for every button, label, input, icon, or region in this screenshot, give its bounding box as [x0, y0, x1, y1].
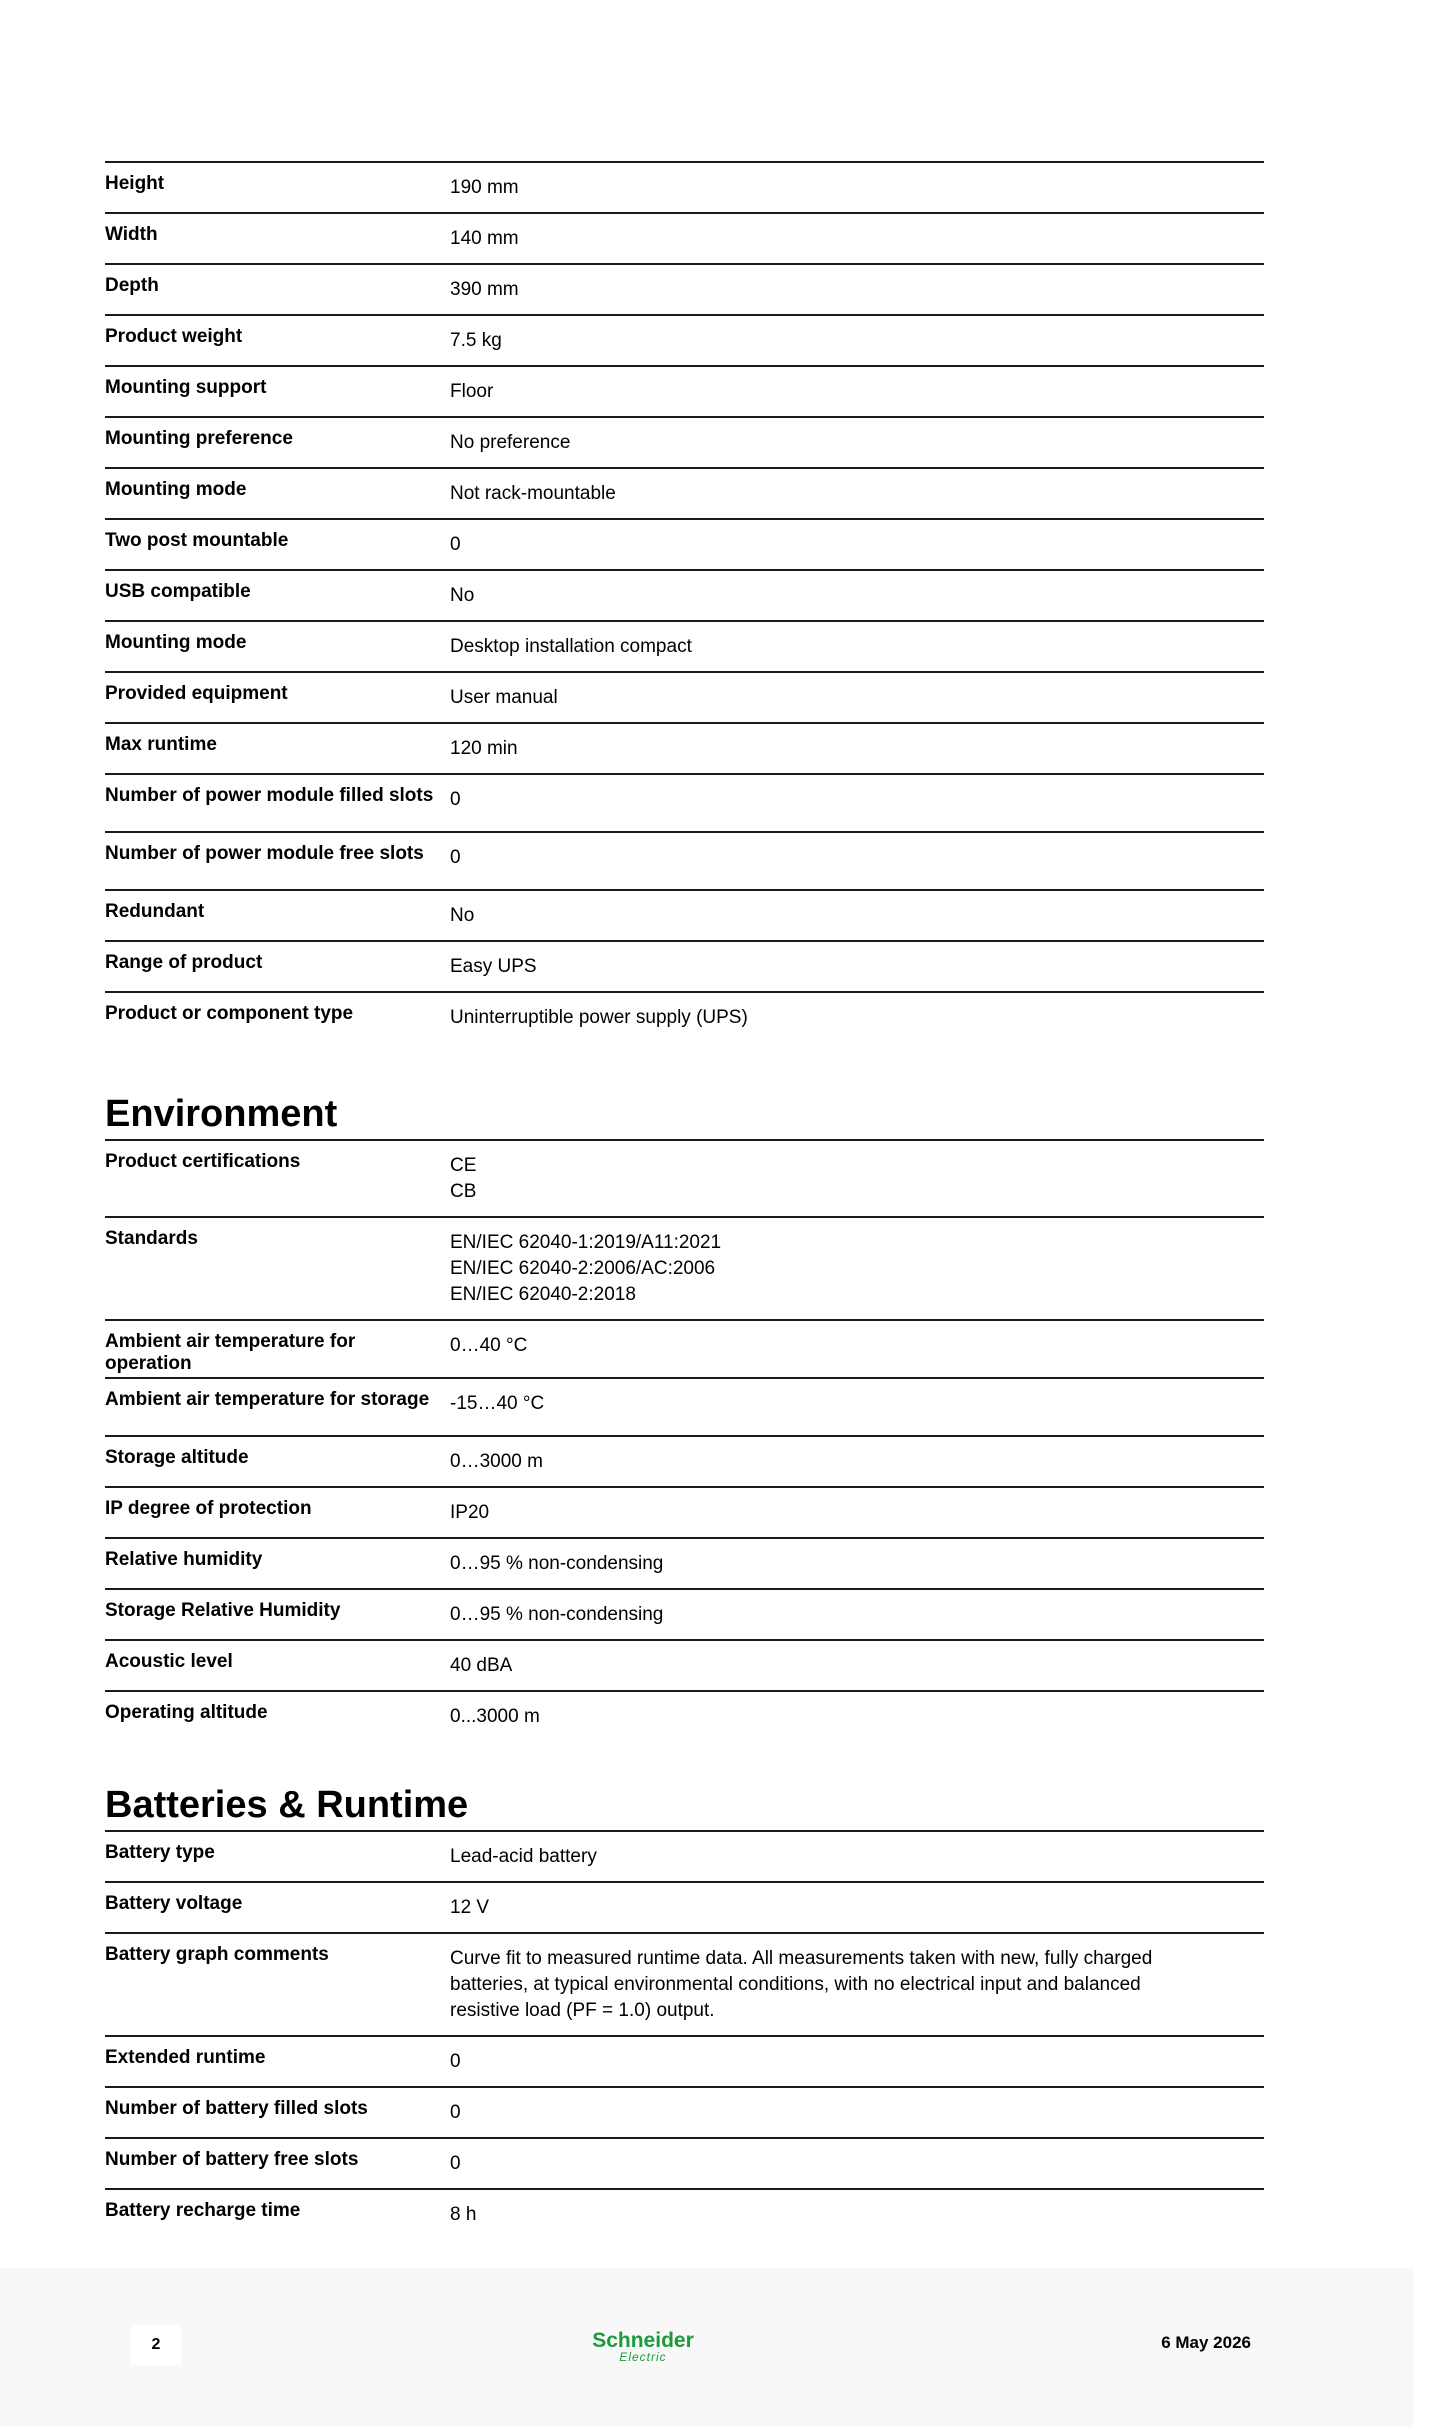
spec-row [105, 722, 1264, 773]
spec-row [105, 416, 1264, 467]
spec-value [450, 571, 1264, 620]
environment-table [105, 1139, 1264, 1741]
spec-row [105, 161, 1264, 212]
spec-row [105, 1377, 1264, 1435]
footer-date: 6 May 2026 [1161, 2333, 1251, 2352]
spec-value-line: 120 min [450, 738, 518, 759]
spec-row [105, 671, 1264, 722]
spec-value [450, 942, 1264, 991]
spec-label: Acoustic level [105, 1651, 233, 1672]
spec-value [450, 1832, 1264, 1881]
spec-value-line: Curve fit to measured runtime data. All measurements taken with new, fully charged batteries, at typical environmental conditions, with no electrical input and balanced resistive load (PF = 1.0) output. [450, 1948, 1153, 2021]
spec-value-line: Easy UPS [450, 956, 537, 977]
spec-value-line: 0 [450, 2153, 461, 2174]
spec-value-line: 0 [450, 789, 461, 810]
spec-value-line: Floor [450, 381, 494, 402]
spec-label: Number of battery filled slots [105, 2098, 368, 2119]
spec-row [105, 569, 1264, 620]
spec-label: IP degree of protection [105, 1498, 312, 1519]
spec-label: Battery graph comments [105, 1944, 329, 1965]
spec-value [450, 2037, 1264, 2086]
spec-content [105, 161, 1264, 2239]
spec-value [450, 724, 1264, 773]
spec-row [105, 518, 1264, 569]
spec-value [450, 316, 1264, 365]
spec-row [105, 1319, 1264, 1377]
spec-value [450, 469, 1264, 518]
spec-row [105, 1486, 1264, 1537]
spec-row [105, 773, 1264, 831]
spec-label: Battery voltage [105, 1893, 243, 1914]
spec-value [450, 1321, 1264, 1377]
spec-value-line: 190 mm [450, 177, 519, 198]
spec-row [105, 1537, 1264, 1588]
spec-label: Provided equipment [105, 683, 288, 704]
spec-row [105, 2137, 1264, 2188]
spec-value [450, 1437, 1264, 1486]
spec-row [105, 1639, 1264, 1690]
logo-wordmark: Schneider [592, 2329, 694, 2352]
spec-value [450, 2088, 1264, 2137]
spec-value [450, 1488, 1264, 1537]
general-table [105, 161, 1264, 1050]
spec-row [105, 1139, 1264, 1216]
spec-label: Standards [105, 1228, 198, 1249]
spec-value [450, 367, 1264, 416]
spec-value-line: 390 mm [450, 279, 519, 300]
batteries-table [105, 1830, 1264, 2239]
spec-value-line: EN/IEC 62040-1:2019/A11:2021 [450, 1232, 722, 1253]
spec-label: USB compatible [105, 581, 251, 602]
spec-value-line: 0…3000 m [450, 1451, 543, 1472]
spec-label: Height [105, 173, 165, 194]
spec-value-line: 0 [450, 534, 461, 555]
spec-value-line: 40 dBA [450, 1655, 513, 1676]
spec-value-line: User manual [450, 687, 558, 708]
spec-row [105, 314, 1264, 365]
spec-row [105, 1435, 1264, 1486]
spec-row [105, 1830, 1264, 1881]
page-footer [0, 2268, 1414, 2427]
spec-label: Mounting preference [105, 428, 293, 449]
section-spacer [105, 1050, 1264, 1089]
spec-label: Number of battery free slots [105, 2149, 359, 2170]
environment-section-title: Environment [105, 1093, 338, 1135]
spec-value-line: No [450, 905, 475, 926]
spec-row [105, 467, 1264, 518]
spec-value-line: EN/IEC 62040-2:2018 [450, 1284, 636, 1305]
spec-label: Storage altitude [105, 1447, 249, 1468]
spec-value [450, 1641, 1264, 1690]
spec-value-line: 0…95 % non-condensing [450, 1604, 664, 1625]
spec-label: Product weight [105, 326, 243, 347]
spec-value [450, 2139, 1264, 2188]
spec-row [105, 1932, 1264, 2035]
spec-value [450, 1539, 1264, 1588]
spec-value [450, 418, 1264, 467]
spec-value [450, 520, 1264, 569]
spec-label: Mounting mode [105, 479, 247, 500]
spec-value [450, 1379, 1264, 1435]
spec-value [450, 1883, 1264, 1932]
spec-label: Extended runtime [105, 2047, 266, 2068]
spec-value-line: Not rack-mountable [450, 483, 616, 504]
spec-row [105, 620, 1264, 671]
spec-value-line: 0 [450, 2102, 461, 2123]
spec-row [105, 2035, 1264, 2086]
spec-value-line: No [450, 585, 475, 606]
spec-value [450, 163, 1264, 212]
spec-value [450, 891, 1264, 940]
spec-row [105, 1588, 1264, 1639]
spec-label: Width [105, 224, 158, 245]
logo-subtitle: Electric [619, 2350, 667, 2364]
spec-value [450, 993, 1264, 1050]
spec-value-line: 0…95 % non-condensing [450, 1553, 664, 1574]
spec-value-line: 12 V [450, 1897, 490, 1918]
page-number: 2 [130, 2325, 182, 2365]
spec-label: Mounting support [105, 377, 267, 398]
spec-value [450, 214, 1264, 263]
section-spacer [105, 1741, 1264, 1780]
spec-value-line: Desktop installation compact [450, 636, 692, 657]
spec-label: Ambient air temperature for storage [105, 1389, 430, 1410]
spec-row [105, 1690, 1264, 1741]
spec-row [105, 1216, 1264, 1319]
spec-label: Redundant [105, 901, 205, 922]
spec-value-line: 8 h [450, 2204, 477, 2225]
spec-label: Ambient air temperature for operation [105, 1331, 356, 1374]
spec-label: Product or component type [105, 1003, 354, 1024]
spec-row [105, 991, 1264, 1050]
spec-value [450, 673, 1264, 722]
schneider-electric-logo [588, 2330, 698, 2364]
spec-value-line: 0...3000 m [450, 1706, 540, 1727]
spec-row [105, 1881, 1264, 1932]
spec-value-line: IP20 [450, 1502, 490, 1523]
spec-value-line: -15…40 °C [450, 1393, 545, 1414]
spec-label: Max runtime [105, 734, 217, 755]
spec-value [450, 1692, 1264, 1741]
spec-value [450, 1934, 1264, 2035]
spec-value-line: Lead-acid battery [450, 1846, 597, 1867]
spec-label: Operating altitude [105, 1702, 268, 1723]
spec-row [105, 263, 1264, 314]
spec-value-line: No preference [450, 432, 571, 453]
spec-row [105, 212, 1264, 263]
spec-value-line: Uninterruptible power supply (UPS) [450, 1007, 748, 1028]
spec-value [450, 775, 1264, 831]
spec-value-line: 140 mm [450, 228, 519, 249]
spec-label: Number of power module free slots [105, 843, 424, 864]
spec-row [105, 940, 1264, 991]
spec-label: Two post mountable [105, 530, 289, 551]
spec-label: Depth [105, 275, 159, 296]
spec-label: Storage Relative Humidity [105, 1600, 341, 1621]
spec-row [105, 2086, 1264, 2137]
spec-value [450, 2190, 1264, 2239]
spec-value [450, 1218, 1264, 1319]
spec-row [105, 2188, 1264, 2239]
spec-value-line: 0 [450, 2051, 461, 2072]
spec-row [105, 831, 1264, 889]
spec-value-line: CB [450, 1181, 477, 1202]
spec-label: Mounting mode [105, 632, 247, 653]
spec-value [450, 1141, 1264, 1216]
spec-value-line: 0 [450, 847, 461, 868]
spec-value-line: 0…40 °C [450, 1335, 528, 1356]
spec-value-line: EN/IEC 62040-2:2006/AC:2006 [450, 1258, 716, 1279]
spec-label: Relative humidity [105, 1549, 263, 1570]
spec-value-line: CE [450, 1155, 477, 1176]
spec-value [450, 833, 1264, 889]
spec-value-line: 7.5 kg [450, 330, 502, 351]
spec-label: Battery type [105, 1842, 215, 1863]
spec-value [450, 1590, 1264, 1639]
batteries-section-title: Batteries & Runtime [105, 1784, 469, 1826]
spec-label: Range of product [105, 952, 263, 973]
spec-row [105, 889, 1264, 940]
spec-label: Battery recharge time [105, 2200, 301, 2221]
spec-label: Number of power module filled slots [105, 785, 434, 806]
spec-value [450, 622, 1264, 671]
spec-label: Product certifications [105, 1151, 301, 1172]
spec-row [105, 365, 1264, 416]
spec-value [450, 265, 1264, 314]
